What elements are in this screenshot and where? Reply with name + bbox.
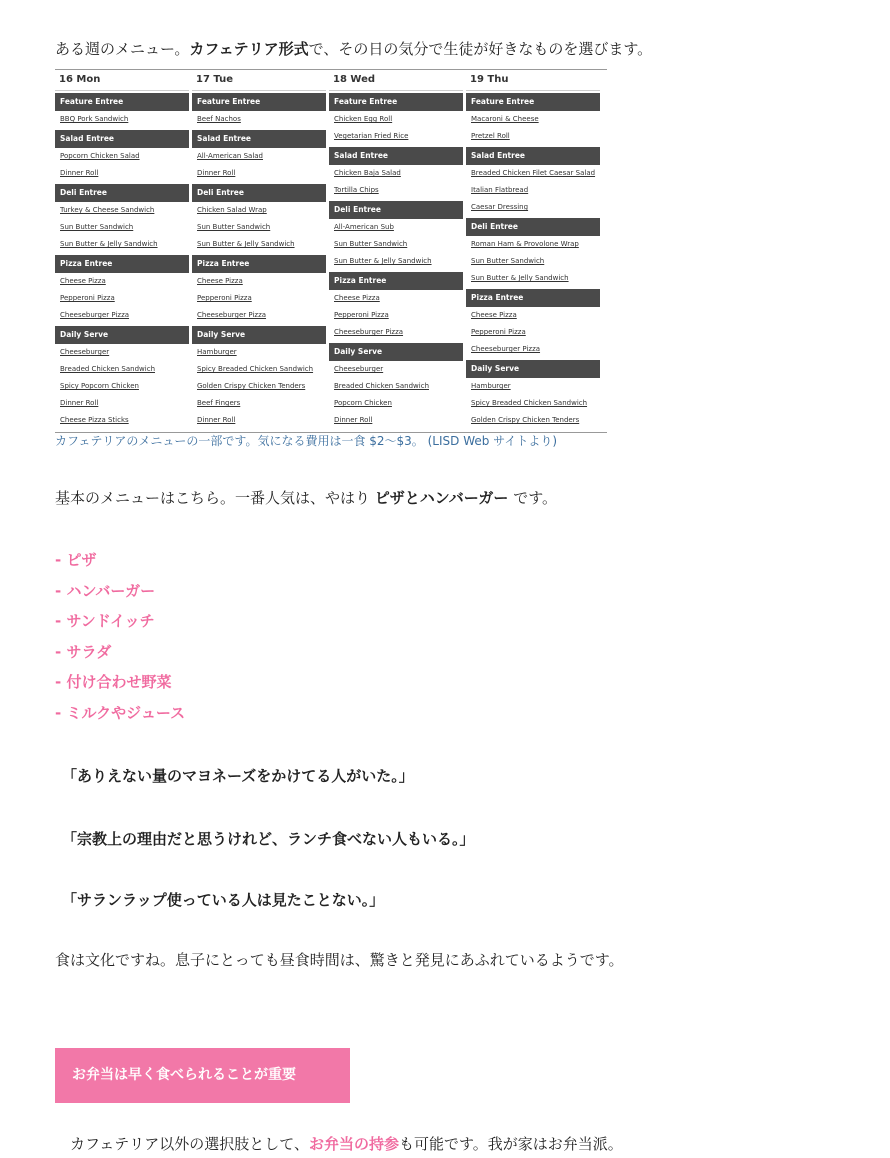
menu-item-link[interactable]: Pepperoni Pizza: [60, 294, 115, 302]
menu-item-link[interactable]: Dinner Roll: [197, 416, 236, 424]
list-item: - 付け合わせ野菜: [55, 673, 172, 692]
menu-item-link[interactable]: Turkey & Cheese Sandwich: [60, 206, 155, 214]
menu-item-link[interactable]: Cheeseburger Pizza: [60, 311, 130, 319]
menu-item-link[interactable]: Macaroni & Cheese: [471, 115, 539, 123]
menu-item-link[interactable]: Roman Ham & Provolone Wrap: [471, 240, 579, 248]
menu-item-link[interactable]: Pepperoni Pizza: [334, 311, 389, 319]
menu-item-link[interactable]: Cheese Pizza: [471, 311, 517, 319]
menu-item-link[interactable]: Dinner Roll: [60, 169, 99, 177]
menu-day-column: [466, 70, 600, 432]
menu-category-header: Salad Entree: [192, 130, 326, 148]
quote-3: 「サランラップ使っている人は見たことない。」: [62, 891, 385, 909]
list-item: - ピザ: [55, 551, 97, 569]
list-item: - ミルクやジュース: [55, 703, 186, 722]
intro-text-2: で、その日の気分で生徒が好きなものを選びます。: [308, 40, 653, 58]
menu-category-header: Pizza Entree: [329, 272, 463, 290]
menu-item-link[interactable]: Chicken Egg Roll: [334, 115, 393, 123]
menu-item-link[interactable]: Cheese Pizza: [334, 294, 380, 302]
menu-item-link[interactable]: Tortilla Chips: [334, 186, 379, 194]
bento-highlight: お弁当の持参: [308, 1135, 399, 1153]
menu-item-link[interactable]: Cheese Pizza: [60, 277, 106, 285]
menu-category-header: Deli Entree: [192, 184, 326, 202]
section-heading: お弁当は早く食べられることが重要: [55, 1048, 350, 1103]
list-item: - サラダ: [55, 642, 112, 661]
menu-category-header: Feature Entree: [466, 93, 600, 111]
menu-item-link[interactable]: Caesar Dressing: [471, 203, 529, 211]
menu-item-link[interactable]: Popcorn Chicken: [334, 399, 392, 407]
menu-item-link[interactable]: Sun Butter & Jelly Sandwich: [471, 274, 569, 282]
bento-text-2: も可能です。我が家はお弁当派。: [398, 1135, 623, 1153]
intro-text-1: ある週のメニュー。: [55, 40, 190, 58]
basic-menu-paragraph: [55, 487, 557, 509]
menu-item-link[interactable]: Sun Butter Sandwich: [60, 223, 134, 231]
menu-category-header: Feature Entree: [55, 93, 189, 111]
menu-category-header: Deli Entree: [329, 201, 463, 219]
menu-list: [55, 548, 185, 732]
menu-item-link[interactable]: Sun Butter & Jelly Sandwich: [334, 257, 432, 265]
bento-paragraph: [70, 1133, 623, 1154]
bento-text-1: カフェテリア以外の選択肢として、: [70, 1135, 309, 1153]
menu-item-link[interactable]: Cheeseburger Pizza: [197, 311, 267, 319]
intro-paragraph: [55, 38, 652, 60]
basic-text-1: 基本のメニューはこちら。一番人気は、やはり: [55, 489, 375, 507]
menu-category-header: Deli Entree: [466, 218, 600, 236]
menu-caption: カフェテリアのメニューの一部です。気になる費用は一食 $2〜$3。 (LISD Web サイトより): [55, 434, 558, 448]
menu-item-link[interactable]: Dinner Roll: [60, 399, 99, 407]
menu-day-header: 19 Thu: [466, 70, 600, 91]
closing-paragraph: 食は文化ですね。息子にとっても昼食時間は、驚きと発見にあふれているようです。: [55, 951, 624, 969]
menu-item-link[interactable]: Vegetarian Fried Rice: [334, 132, 409, 140]
menu-item-link[interactable]: Sun Butter & Jelly Sandwich: [60, 240, 158, 248]
menu-day-header: 16 Mon: [55, 70, 189, 91]
menu-item-link[interactable]: Cheeseburger Pizza: [471, 345, 541, 353]
menu-item-link[interactable]: Chicken Baja Salad: [334, 169, 401, 177]
menu-item-link[interactable]: Cheeseburger Pizza: [334, 328, 404, 336]
menu-item-link[interactable]: Cheeseburger: [334, 365, 384, 373]
menu-category-header: Feature Entree: [329, 93, 463, 111]
list-item: - サンドイッチ: [55, 612, 155, 631]
cafeteria-menu-image: [55, 69, 607, 433]
menu-category-header: Daily Serve: [192, 326, 326, 344]
menu-item-link[interactable]: Breaded Chicken Sandwich: [60, 365, 155, 373]
menu-item-link[interactable]: Spicy Breaded Chicken Sandwich: [471, 399, 588, 407]
menu-item-link[interactable]: Spicy Breaded Chicken Sandwich: [197, 365, 314, 373]
menu-category-header: Daily Serve: [329, 343, 463, 361]
menu-item-link[interactable]: Beef Fingers: [197, 399, 241, 407]
menu-category-header: Feature Entree: [192, 93, 326, 111]
menu-item-link[interactable]: Sun Butter & Jelly Sandwich: [197, 240, 295, 248]
menu-day-column: [329, 70, 463, 432]
menu-item-link[interactable]: Dinner Roll: [197, 169, 236, 177]
menu-item-link[interactable]: Sun Butter Sandwich: [471, 257, 545, 265]
menu-item-link[interactable]: Cheese Pizza: [197, 277, 243, 285]
intro-bold: カフェテリア形式: [189, 40, 309, 58]
list-item: - ハンバーガー: [55, 581, 156, 600]
menu-category-header: Salad Entree: [466, 147, 600, 165]
menu-item-link[interactable]: Chicken Salad Wrap: [197, 206, 267, 214]
menu-category-header: Pizza Entree: [466, 289, 600, 307]
menu-item-link[interactable]: Sun Butter Sandwich: [197, 223, 271, 231]
menu-category-header: Deli Entree: [55, 184, 189, 202]
menu-item-link[interactable]: Cheeseburger: [60, 348, 110, 356]
menu-item-link[interactable]: Beef Nachos: [197, 115, 241, 123]
menu-category-header: Salad Entree: [55, 130, 189, 148]
menu-day-column: [55, 70, 189, 432]
menu-day-header: 17 Tue: [192, 70, 326, 91]
menu-day-column: [192, 70, 326, 432]
quote-2: 「宗教上の理由だと思うけれど、ランチ食べない人もいる。」: [62, 830, 475, 848]
menu-item-link[interactable]: Hamburger: [471, 382, 511, 390]
quote-1: 「ありえない量のマヨネーズをかけてる人がいた。」: [62, 767, 414, 785]
menu-item-link[interactable]: Popcorn Chicken Salad: [60, 152, 140, 160]
menu-item-link[interactable]: All-American Salad: [197, 152, 263, 160]
menu-category-header: Pizza Entree: [192, 255, 326, 273]
menu-item-link[interactable]: BBQ Pork Sandwich: [60, 115, 129, 123]
menu-item-link[interactable]: Pepperoni Pizza: [471, 328, 526, 336]
menu-item-link[interactable]: Cheese Pizza Sticks: [60, 416, 129, 424]
menu-item-link[interactable]: Breaded Chicken Sandwich: [334, 382, 429, 390]
menu-item-link[interactable]: Italian Flatbread: [471, 186, 529, 194]
basic-text-2: です。: [508, 489, 558, 507]
menu-item-link[interactable]: Hamburger: [197, 348, 237, 356]
menu-item-link[interactable]: All-American Sub: [334, 223, 394, 231]
menu-item-link[interactable]: Pretzel Roll: [471, 132, 510, 140]
menu-category-header: Salad Entree: [329, 147, 463, 165]
menu-category-header: Daily Serve: [55, 326, 189, 344]
menu-item-link[interactable]: Sun Butter Sandwich: [334, 240, 408, 248]
menu-day-header: 18 Wed: [329, 70, 463, 91]
menu-item-link[interactable]: Dinner Roll: [334, 416, 373, 424]
basic-bold: ピザとハンバーガー: [374, 489, 509, 507]
menu-item-link[interactable]: Golden Crispy Chicken Tenders: [471, 416, 580, 424]
menu-item-link[interactable]: Spicy Popcorn Chicken: [60, 382, 139, 390]
menu-item-link[interactable]: Golden Crispy Chicken Tenders: [197, 382, 306, 390]
menu-item-link[interactable]: Pepperoni Pizza: [197, 294, 252, 302]
menu-category-header: Daily Serve: [466, 360, 600, 378]
menu-item-link[interactable]: Breaded Chicken Filet Caesar Salad: [471, 169, 596, 177]
menu-category-header: Pizza Entree: [55, 255, 189, 273]
